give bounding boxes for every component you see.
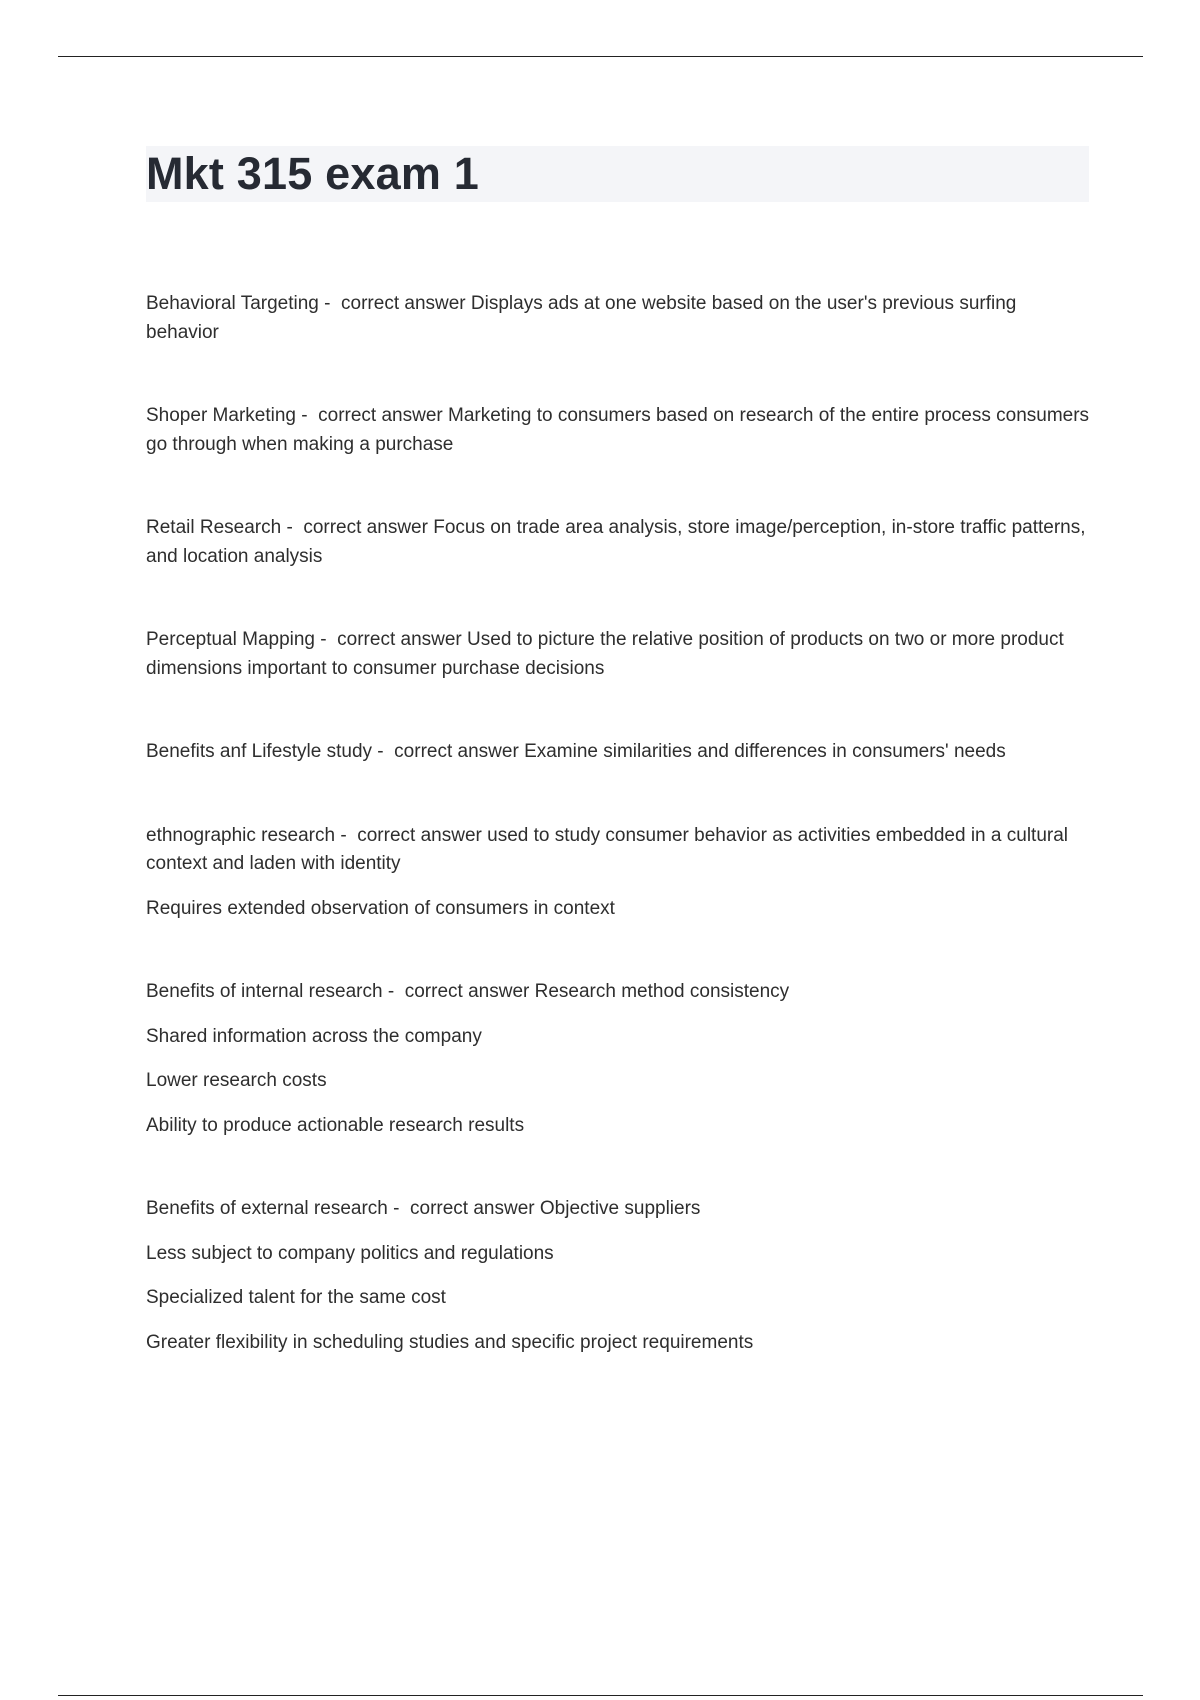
flashcard-term: Retail Research [146,517,282,538]
flashcard-answer: Research method consistency [534,981,790,1002]
answer-separator: - correct answer [387,1198,540,1219]
flashcard [146,738,1091,767]
flashcard-answer-line: Shared information across the company [146,1025,482,1047]
answer-separator: - correct answer [281,517,434,538]
flashcard [146,1195,1091,1357]
flashcard-qa [146,1195,1091,1224]
answer-separator: - correct answer [372,741,525,762]
flashcard-qa [146,514,1091,571]
flashcard-list [146,290,1091,1412]
flashcard [146,822,1091,924]
flashcard [146,626,1091,683]
flashcard [146,402,1091,459]
answer-separator: - correct answer [335,824,488,846]
flashcard-answer: Objective suppliers [539,1198,701,1219]
flashcard-answer: Marketing to consumers based on research of the entire process consumers go through when making a purchase [146,405,1090,455]
flashcard-answer-line: Specialized talent for the same cost [146,1287,446,1308]
flashcard-qa [146,626,1091,683]
flashcard-term: Benefits anf Lifestyle study [146,741,373,762]
flashcard-answer-line: Lower research costs [146,1070,327,1091]
flashcard-answer: Used to picture the relative position of products on two or more product dimensions important to consumer purchase decisions [146,629,1064,679]
flashcard-answer-line: Ability to produce actionable research results [146,1114,525,1136]
flashcard [146,290,1091,347]
flashcard-answer: Focus on trade area analysis, store image/perception, in-store traffic patterns, and location analysis [146,517,1086,567]
answer-separator: - correct answer [318,293,471,314]
page-title: Mkt 315 exam 1 [146,148,480,199]
flashcard-qa [146,822,1091,879]
flashcard-answer-line: Less subject to company politics and regulations [146,1242,554,1264]
flashcard-term: Behavioral Targeting [146,293,319,314]
flashcard [146,514,1091,571]
flashcard-answer: Examine similarities and differences in consumers' needs [524,741,1006,762]
flashcard-term: Benefits of external research [146,1198,388,1219]
flashcard-term: Benefits of internal research [146,981,383,1002]
flashcard-answer-line: Greater flexibility in scheduling studies and specific project requirements [146,1331,754,1353]
flashcard-answer-line: Requires extended observation of consumers in context [146,897,615,919]
flashcard-qa [146,402,1091,459]
flashcard [146,978,1091,1140]
answer-separator: - correct answer [315,629,468,650]
answer-separator: - correct answer [382,981,535,1002]
flashcard-term: ethnographic research [146,824,336,846]
flashcard-term: Shoper Marketing [146,405,296,426]
flashcard-term: Perceptual Mapping [146,629,315,650]
flashcard-qa [146,290,1091,347]
flashcard-answer: used to study consumer behavior as activities embedded in a cultural context and laden with identity [146,824,1068,874]
flashcard-qa [146,738,1091,767]
answer-separator: - correct answer [295,405,449,426]
bottom-rule [58,1695,1143,1696]
flashcard-answer: Displays ads at one website based on the user's previous surfing behavior [146,293,1017,343]
flashcard-qa [146,978,1091,1007]
top-rule [58,56,1143,57]
